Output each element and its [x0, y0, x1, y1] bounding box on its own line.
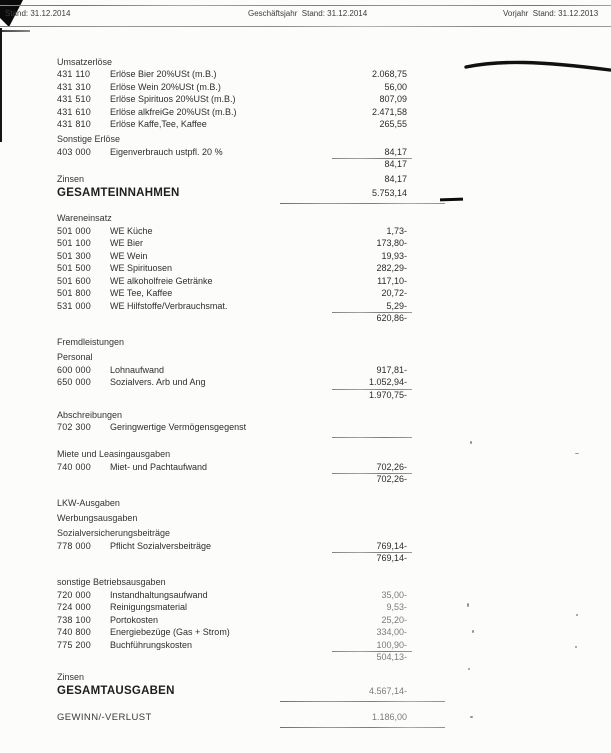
total-value: 5.753,14 [371, 187, 407, 198]
scan-speck-artifact [575, 646, 577, 648]
account-label: Miet- und Pachtaufwand [110, 461, 208, 472]
section-label: sonstige Betriebsausgaben [57, 577, 166, 587]
account-number: 778 000 [57, 540, 91, 551]
report-row [0, 93, 611, 106]
section-row [0, 173, 611, 186]
rule-row [0, 434, 611, 441]
result-label: GEWINN/-VERLUST [57, 711, 152, 723]
section-label: Personal [57, 352, 93, 362]
account-value: 173,80- [376, 238, 407, 248]
account-value: 702,26- [376, 461, 407, 472]
report-date-left: Stand: 31.12.2014 [5, 9, 71, 18]
section-row [0, 671, 611, 684]
section-row [0, 448, 611, 461]
account-label: Buchführungskosten [110, 639, 193, 650]
total-value: 4.567,14- [368, 685, 407, 696]
longrule-row [0, 201, 611, 210]
account-value: 2.068,75 [371, 69, 407, 79]
account-value: 56,00 [384, 81, 407, 92]
report-row [0, 461, 611, 474]
scan-speck-artifact [470, 716, 473, 718]
report-date-right: Vorjahr Stand: 31.12.2013 [503, 9, 599, 18]
account-label: Erlöse Wein 20%USt (m.B.) [110, 81, 221, 92]
scan-speck-artifact [576, 614, 578, 616]
account-value: 265,55 [379, 119, 407, 129]
section-row [0, 512, 611, 525]
section-row [0, 351, 611, 364]
account-value: 84,17 [384, 146, 407, 157]
account-label: Erlöse Spirituos 20%USt (m.B.) [110, 94, 236, 104]
subtotal-row [0, 473, 611, 486]
account-number: 431 110 [57, 69, 91, 79]
report-row [0, 250, 611, 263]
account-label: Portokosten [110, 614, 159, 625]
account-number: 724 000 [57, 602, 91, 612]
account-value: 20,72- [381, 288, 407, 298]
report-row [0, 421, 611, 434]
subtotal-row [0, 552, 611, 565]
account-value: 35,00- [381, 589, 407, 600]
section-label: Sonstige Erlöse [57, 134, 121, 144]
account-value: 1.052,94- [368, 377, 407, 387]
scan-speck-artifact [468, 668, 470, 670]
section-label: Umsatzerlöse [57, 56, 113, 67]
report-row [0, 626, 611, 639]
account-label: WE Spirituosen [110, 263, 173, 273]
section-label: Miete und Leasingausgaben [57, 449, 171, 459]
account-label: Sozialvers. Arb und Ang [110, 377, 206, 387]
subtotal-row [0, 651, 611, 664]
long-rule [280, 203, 445, 204]
section-label: Zinsen [57, 174, 85, 184]
account-number: 501 800 [57, 288, 91, 298]
account-number: 501 500 [57, 263, 91, 273]
account-value: 2.471,58 [371, 106, 407, 117]
section-label: Wareneinsatz [57, 213, 112, 223]
report-row [0, 589, 611, 602]
report-row [0, 614, 611, 627]
subtotal-value: 84,17 [384, 159, 407, 169]
report-row [0, 118, 611, 131]
subtotal-rule [332, 437, 412, 438]
report-row [0, 68, 611, 81]
section-row [0, 527, 611, 540]
account-number: 720 000 [57, 589, 91, 600]
subtotal-value: 769,14- [376, 553, 407, 563]
account-value: 5,29- [386, 300, 407, 311]
account-label: WE alkoholfreie Getränke [110, 275, 213, 286]
account-number: 501 300 [57, 250, 91, 261]
long-rule [280, 727, 445, 728]
top-rule [0, 5, 611, 6]
scan-speck-artifact [467, 603, 469, 607]
gap-row [0, 565, 611, 574]
account-label: WE Wein [110, 250, 148, 261]
account-number: 501 000 [57, 225, 91, 236]
section-label: Fremdleistungen [57, 337, 125, 347]
subtotal-row [0, 389, 611, 402]
account-number: 431 810 [57, 119, 91, 129]
report-row [0, 639, 611, 652]
subtotal-row [0, 158, 611, 171]
account-label: Instandhaltungsaufwand [110, 589, 208, 600]
report-row [0, 225, 611, 238]
account-label: WE Tee, Kaffee [110, 288, 173, 298]
account-label: Erlöse Bier 20%USt (m.B.) [110, 69, 217, 79]
account-number: 740 000 [57, 461, 91, 472]
account-label: Reinigungsmaterial [110, 602, 188, 612]
account-value: 917,81- [376, 364, 407, 375]
account-number: 600 000 [57, 364, 91, 375]
scan-speck-artifact [575, 453, 579, 454]
account-value: 1,73- [386, 225, 407, 236]
gapsm-row [0, 664, 611, 669]
account-number: 431 310 [57, 81, 91, 92]
account-number: 775 200 [57, 639, 91, 650]
section-row [0, 497, 611, 510]
gap-row [0, 486, 611, 495]
report-body [0, 27, 611, 734]
account-value: 100,90- [376, 639, 407, 650]
section-row [0, 212, 611, 225]
result-value: 1.186,00 [371, 711, 407, 722]
total-label: GESAMTAUSGABEN [57, 684, 175, 697]
gap-row [0, 325, 611, 334]
subtotal-value: 620,86- [376, 313, 407, 323]
account-label: WE Hilfstoffe/Verbrauchsmat. [110, 300, 228, 311]
section-row [0, 409, 611, 422]
report-row [0, 81, 611, 94]
account-label: Pflicht Sozialversbeiträge [110, 540, 212, 551]
account-value: 117,10- [377, 275, 407, 286]
section-value: 84,17 [384, 174, 407, 184]
scan-speck-artifact [470, 441, 472, 444]
subtotal-value: 1.970,75- [368, 389, 407, 400]
account-label: Eigenverbrauch ustpfl. 20 % [110, 146, 223, 157]
account-number: 740 800 [57, 627, 91, 637]
scan-speck-artifact [472, 630, 474, 633]
section-label: Sozialversicherungsbeiträge [57, 528, 171, 538]
account-number: 702 300 [57, 422, 91, 432]
section-row [0, 576, 611, 589]
result-row [0, 711, 611, 725]
account-label: WE Bier [110, 238, 144, 248]
report-row [0, 601, 611, 614]
account-label: Energiebezüge (Gas + Strom) [110, 627, 230, 637]
black-dash-artifact [440, 197, 463, 201]
account-number: 403 000 [57, 146, 91, 157]
section-row [0, 133, 611, 146]
account-value: 19,93- [381, 250, 407, 261]
total-row [0, 684, 611, 699]
report-date-center: Geschäftsjahr Stand: 31.12.2014 [248, 9, 368, 18]
report-row [0, 376, 611, 389]
report-row [0, 275, 611, 288]
subtotal-value: 702,26- [376, 474, 407, 484]
account-label: Erlöse Kaffe,Tee, Kaffee [110, 119, 207, 129]
account-value: 9,53- [386, 602, 407, 612]
account-number: 531 000 [57, 300, 91, 311]
section-row [0, 336, 611, 349]
section-label: Werbungsausgaben [57, 513, 138, 523]
section-label: Zinsen [57, 672, 85, 682]
longrule-row [0, 699, 611, 708]
long-rule [280, 701, 445, 702]
account-value: 25,20- [381, 614, 407, 625]
report-row [0, 237, 611, 250]
account-number: 431 510 [57, 94, 91, 104]
total-row [0, 186, 611, 201]
account-number: 738 100 [57, 614, 91, 625]
account-number: 650 000 [57, 377, 91, 387]
report-row [0, 300, 611, 313]
section-row [0, 56, 611, 69]
gapsm-row [0, 401, 611, 406]
account-label: Geringwertige Vermögensgegenst [110, 422, 247, 432]
subtotal-value: 504,13- [376, 652, 407, 662]
account-number: 501 100 [57, 238, 91, 248]
account-value: 807,09 [379, 94, 407, 104]
account-value: 769,14- [376, 540, 407, 551]
account-value: 334,00- [376, 627, 407, 637]
report-row [0, 540, 611, 553]
account-label: Lohnaufwand [110, 364, 165, 375]
gapsm-row [0, 441, 611, 446]
report-row [0, 364, 611, 377]
account-value: 282,29- [376, 263, 407, 273]
account-number: 501 600 [57, 275, 91, 286]
longrule-row [0, 725, 611, 734]
report-row [0, 287, 611, 300]
account-label: WE Küche [110, 225, 153, 236]
report-row [0, 146, 611, 159]
account-number: 431 610 [57, 106, 91, 117]
section-label: Abschreibungen [57, 409, 123, 420]
report-row [0, 106, 611, 119]
report-row [0, 262, 611, 275]
account-label: Erlöse alkfreiGe 20%USt (m.B.) [110, 106, 237, 117]
section-label: LKW-Ausgaben [57, 498, 120, 508]
subtotal-row [0, 312, 611, 325]
total-label: GESAMTEINNAHMEN [57, 186, 180, 199]
